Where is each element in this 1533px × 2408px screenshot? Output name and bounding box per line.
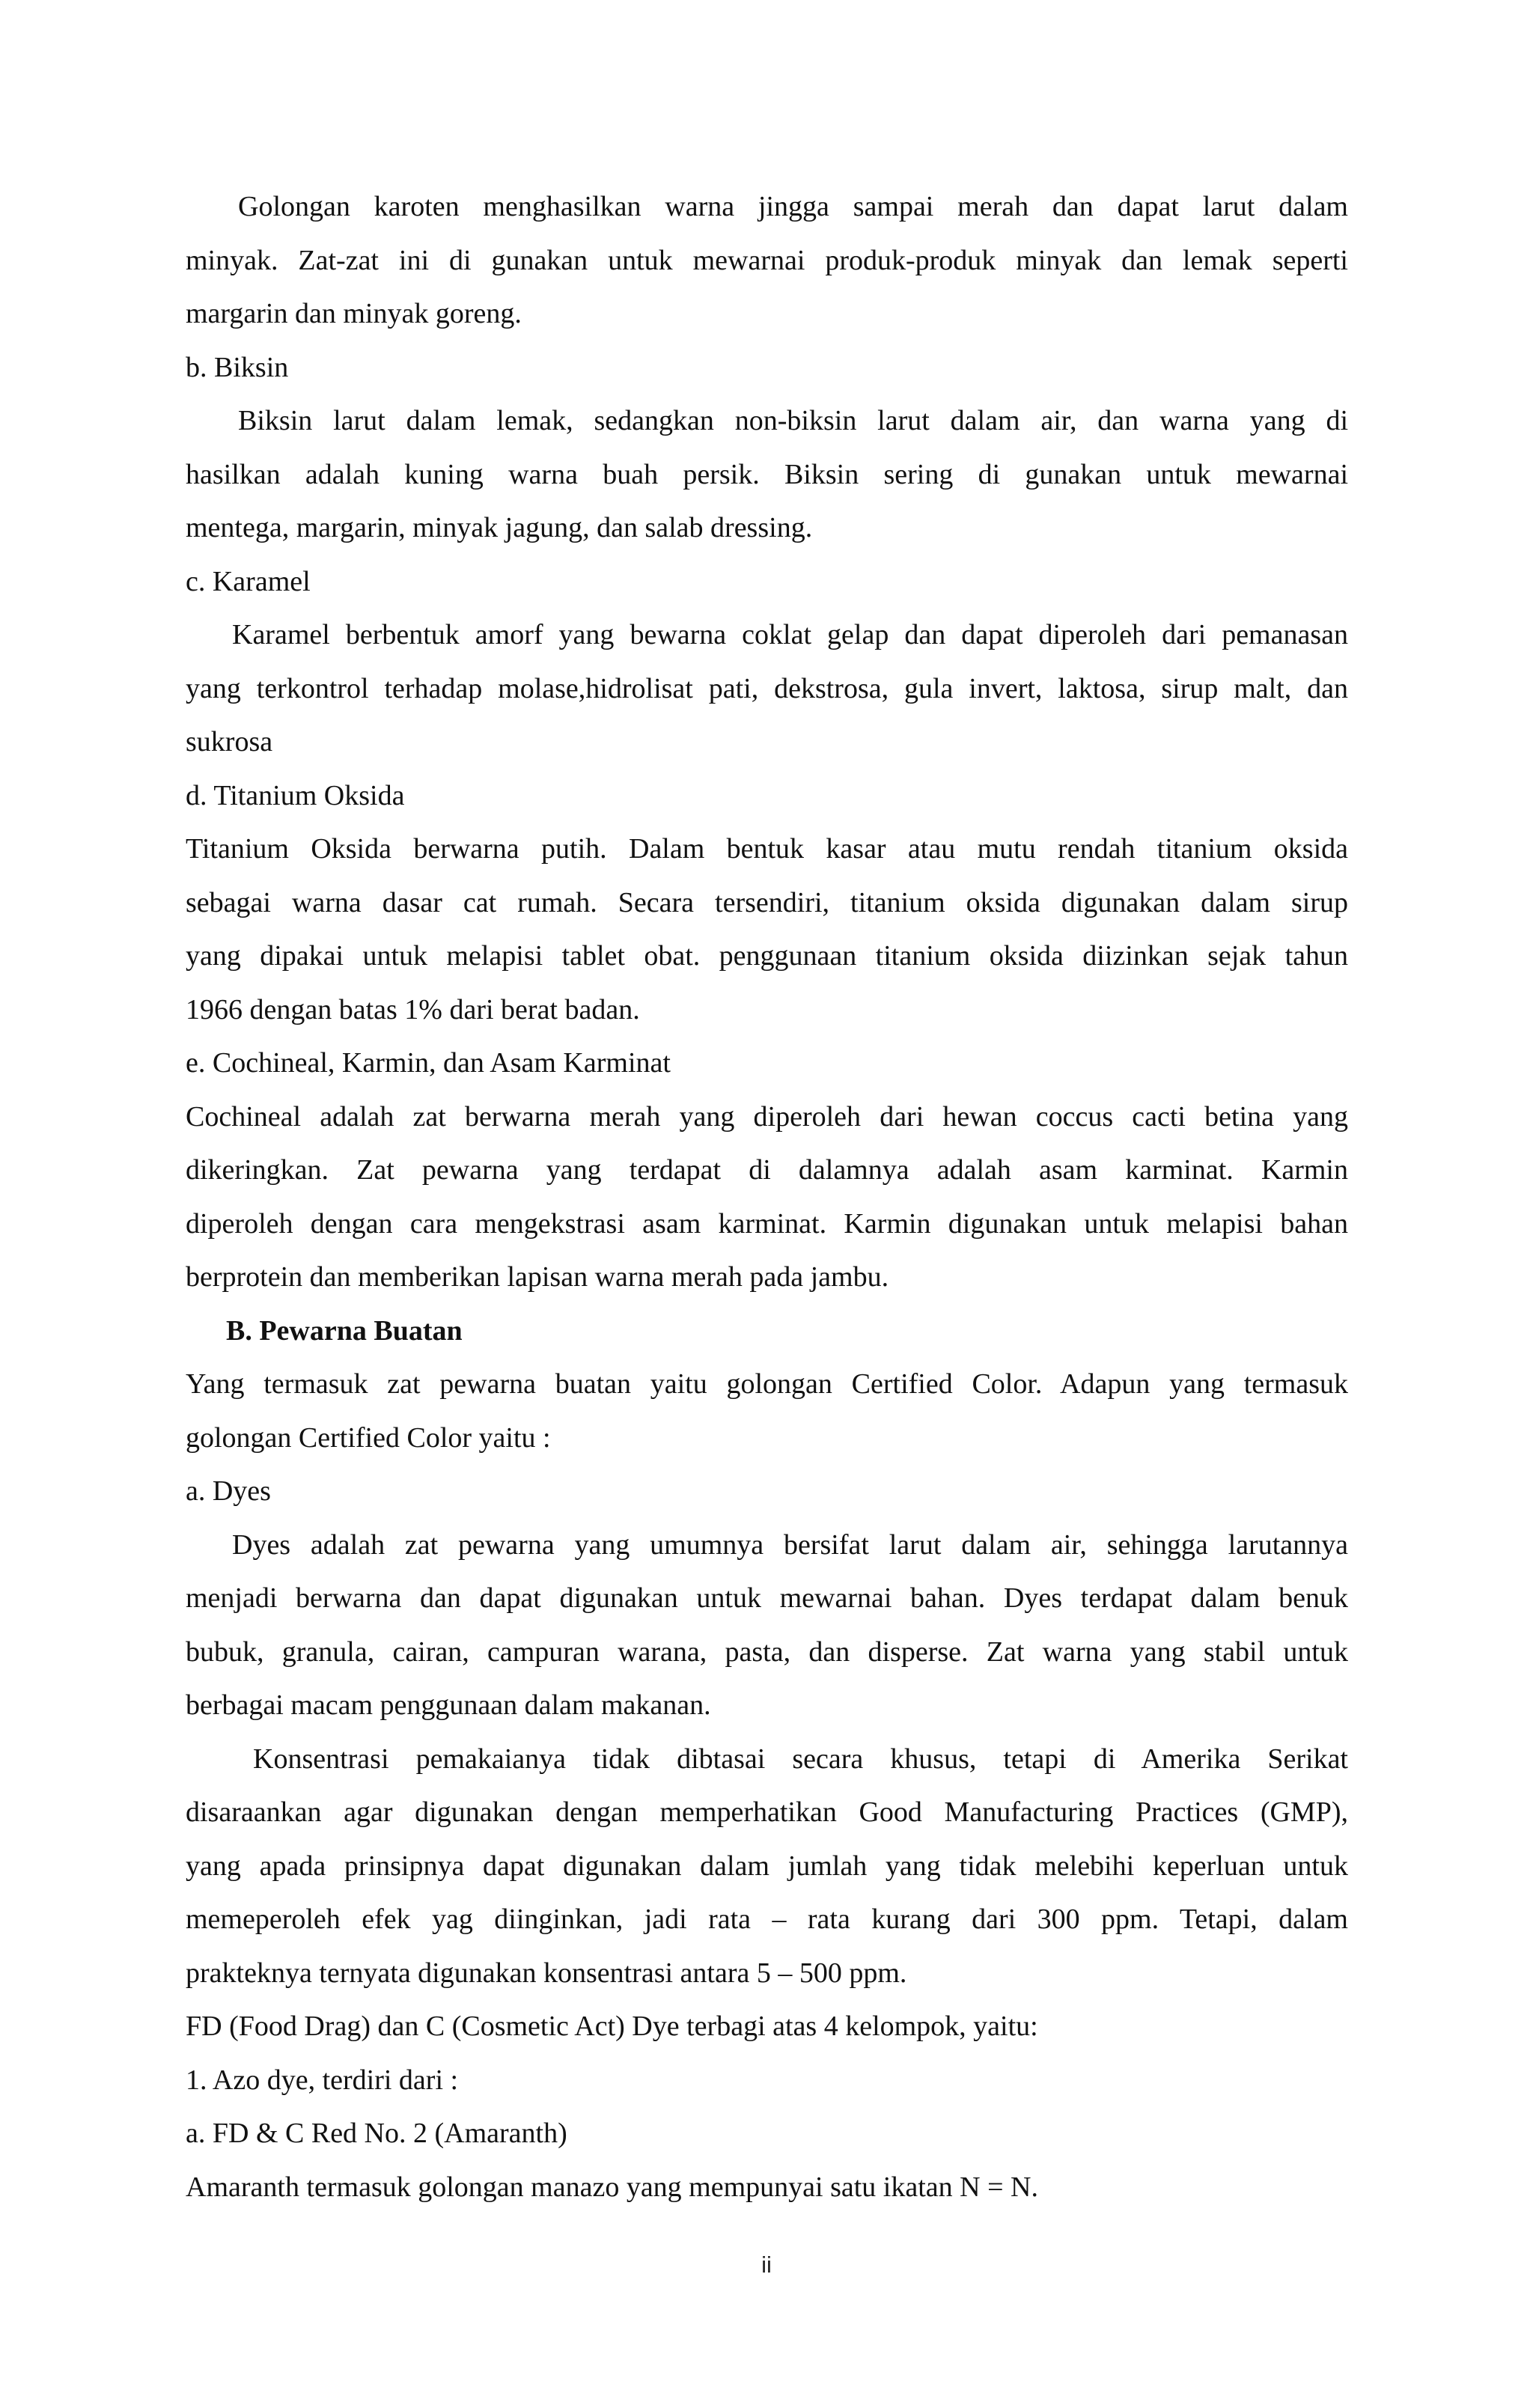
paragraph-konsentrasi-line-1: Konsentrasi pemakaianya tidak dibtasai secara khusus, tetapi di Amerika Serikat bbox=[253, 1743, 1348, 1775]
paragraph-karoten-line-3: margarin dan minyak goreng. bbox=[186, 298, 522, 329]
paragraph-certified-line-1: Yang termasuk zat pewarna buatan yaitu golongan Certified Color. Adapun yang termasuk bbox=[186, 1368, 1348, 1400]
paragraph-konsentrasi-line-5: prakteknya ternyata digunakan konsentrasi antara 5 – 500 ppm. bbox=[186, 1957, 907, 1989]
paragraph-titanium-line-3: yang dipakai untuk melapisi tablet obat. penggunaan titanium oksida diizinkan sejak tahun bbox=[186, 940, 1348, 972]
paragraph-dyes-line-1: Dyes adalah zat pewarna yang umumnya bersifat larut dalam air, sehingga larutannya bbox=[232, 1528, 1348, 1561]
paragraph-biksin-line-2: hasilkan adalah kuning warna buah persik. Biksin sering di gunakan untuk mewarnai bbox=[186, 458, 1348, 490]
paragraph-cochineal-line-4: berprotein dan memberikan lapisan warna merah pada jambu. bbox=[186, 1261, 889, 1293]
paragraph-cochineal-line-3: diperoleh dengan cara mengekstrasi asam karminat. Karmin digunakan untuk melapisi bahan bbox=[186, 1207, 1348, 1240]
heading-karamel: c. Karamel bbox=[186, 565, 311, 597]
paragraph-dyes-line-2: menjadi berwarna dan dapat digunakan untuk mewarnai bahan. Dyes terdapat dalam benuk bbox=[186, 1582, 1348, 1614]
paragraph-karamel-line-2: yang terkontrol terhadap molase,hidrolisat pati, dekstrosa, gula invert, laktosa, sirup malt, dan bbox=[186, 672, 1348, 704]
paragraph-karoten-line-2: minyak. Zat-zat ini di gunakan untuk mewarnai produk-produk minyak dan lemak seperti bbox=[186, 244, 1348, 276]
paragraph-biksin-line-1: Biksin larut dalam lemak, sedangkan non-biksin larut dalam air, dan warna yang di bbox=[238, 405, 1348, 436]
paragraph-fdc-groups: FD (Food Drag) dan C (Cosmetic Act) Dye terbagi atas 4 kelompok, yaitu: bbox=[186, 2011, 1038, 2042]
paragraph-cochineal-line-1: Cochineal adalah zat berwarna merah yang diperoleh dari hewan coccus cacti betina yang bbox=[186, 1100, 1348, 1133]
paragraph-dyes-line-4: berbagai macam penggunaan dalam makanan. bbox=[186, 1689, 711, 1721]
list-item-red-no-2: a. FD & C Red No. 2 (Amaranth) bbox=[186, 2118, 567, 2149]
section-heading-pewarna-buatan: B. Pewarna Buatan bbox=[226, 1314, 463, 1347]
paragraph-dyes-line-3: bubuk, granula, cairan, campuran warana, pasta, dan disperse. Zat warna yang stabil untuk bbox=[186, 1636, 1348, 1668]
heading-titanium-oksida: d. Titanium Oksida bbox=[186, 779, 405, 811]
paragraph-karamel-line-3: sukrosa bbox=[186, 726, 273, 758]
heading-biksin: b. Biksin bbox=[186, 351, 289, 383]
page-number: ii bbox=[761, 2252, 772, 2278]
paragraph-konsentrasi-line-4: memeperoleh efek yag diinginkan, jadi rata – rata kurang dari 300 ppm. Tetapi, dalam bbox=[186, 1903, 1348, 1935]
paragraph-cochineal-line-2: dikeringkan. Zat pewarna yang terdapat di dalamnya adalah asam karminat. Karmin bbox=[186, 1154, 1348, 1186]
paragraph-titanium-line-1: Titanium Oksida berwarna putih. Dalam bentuk kasar atau mutu rendah titanium oksida bbox=[186, 833, 1348, 865]
paragraph-biksin-line-3: mentega, margarin, minyak jagung, dan salab dressing. bbox=[186, 512, 813, 543]
paragraph-titanium-line-2: sebagai warna dasar cat rumah. Secara tersendiri, titanium oksida digunakan dalam sirup bbox=[186, 886, 1348, 918]
page-body bbox=[186, 180, 1348, 2214]
heading-cochineal: e. Cochineal, Karmin, dan Asam Karminat bbox=[186, 1047, 671, 1079]
paragraph-konsentrasi-line-3: yang apada prinsipnya dapat digunakan dalam jumlah yang tidak melebihi keperluan untuk bbox=[186, 1850, 1348, 1882]
paragraph-karoten-line-1: Golongan karoten menghasilkan warna jingga sampai merah dan dapat larut dalam bbox=[238, 191, 1348, 222]
heading-dyes: a. Dyes bbox=[186, 1475, 271, 1507]
paragraph-titanium-line-4: 1966 dengan batas 1% dari berat badan. bbox=[186, 993, 640, 1025]
paragraph-certified-line-2: golongan Certified Color yaitu : bbox=[186, 1421, 551, 1454]
list-item-azo-dye: 1. Azo dye, terdiri dari : bbox=[186, 2064, 459, 2096]
paragraph-konsentrasi-line-2: disaraankan agar digunakan dengan memperhatikan Good Manufacturing Practices (GMP), bbox=[186, 1796, 1348, 1828]
paragraph-karamel-line-1: Karamel berbentuk amorf yang bewarna coklat gelap dan dapat diperoleh dari pemanasan bbox=[232, 619, 1348, 650]
paragraph-amaranth: Amaranth termasuk golongan manazo yang mempunyai satu ikatan N = N. bbox=[186, 2171, 1038, 2203]
